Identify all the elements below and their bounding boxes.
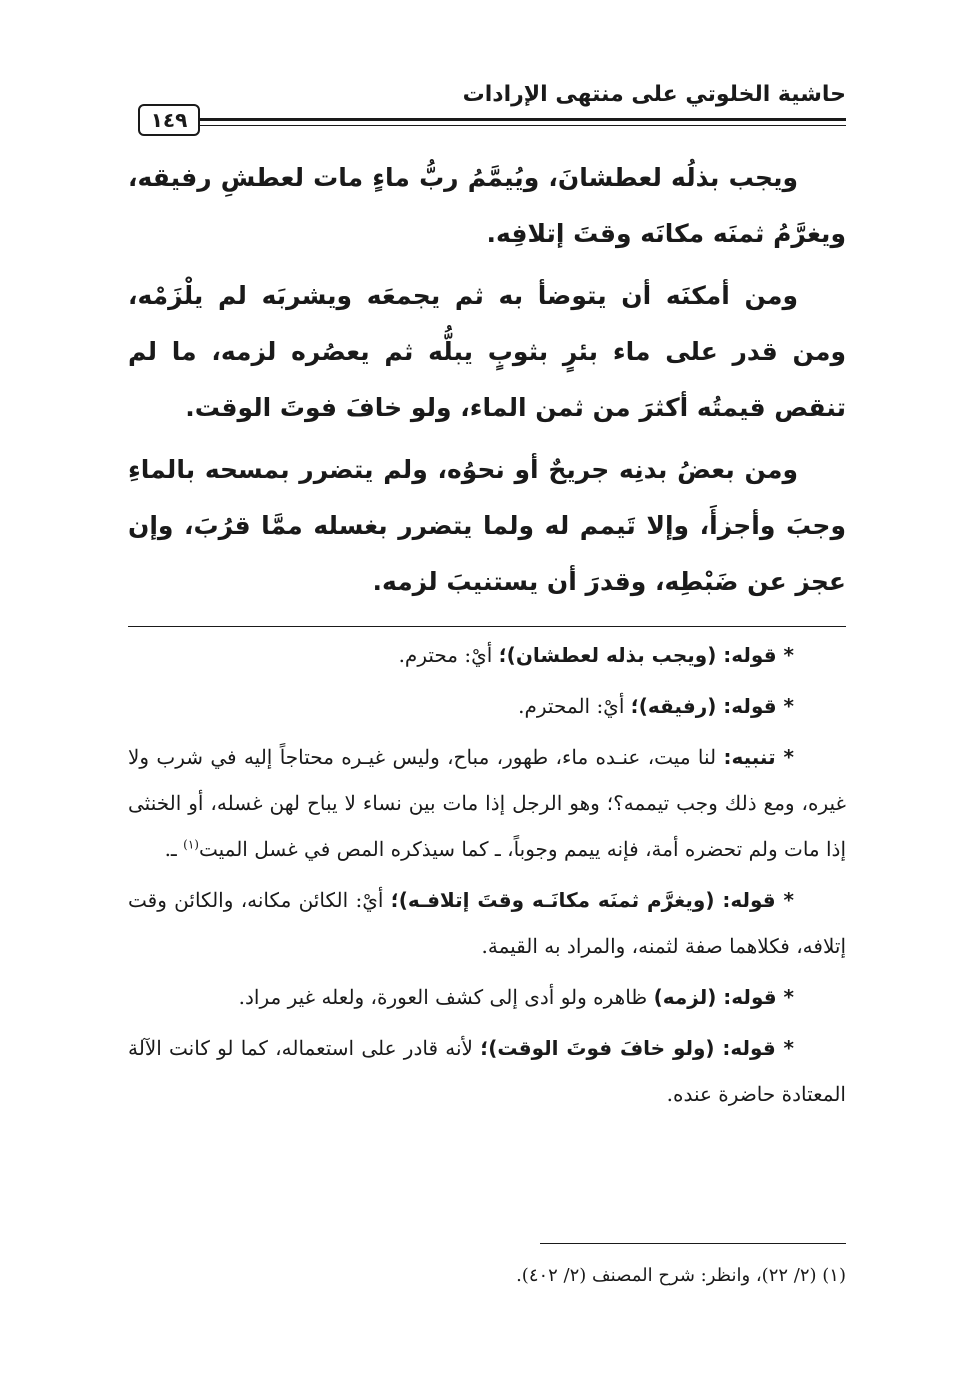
commentary-lead: * قوله: (لزمه) — [653, 985, 794, 1009]
running-header-title: حاشية الخلوتي على منتهى الإرادات — [462, 82, 846, 107]
main-paragraph: ومن أمكنَه أن يتوضأ به ثم يجمعَه ويشربَه لم يلْزَمْه، ومن قدر على ماء بئرٍ بثوبٍ يبلُّه ثم يعصُره لزمه، ما لم تنقص قيمتُه أكثرَ من ثمن الماء، ولو خافَ فوتَ الوقت. — [128, 281, 846, 422]
commentary-paragraph — [128, 632, 846, 678]
header-rule — [200, 118, 846, 126]
main-paragraph: ومن بعضُ بدنِه جريحٌ أو نحوُه، ولم يتضرر بمسحه بالماءِ وجبَ وأجزأَ، وإلا تَيمم له ولما يتضرر بغسله ممَّا قرُبَ، وإن عجز عن ضَبْطِه، وقدرَ أن يستنيبَ لزمه. — [128, 455, 846, 596]
commentary-lead: * تنبيه: — [723, 745, 794, 769]
commentary-text: أيْ: الكائن مكانه، والكائن وقت إتلافه، فكلاهما صفة لثمنه، والمراد به القيمة. — [128, 888, 846, 958]
running-header — [130, 78, 846, 138]
commentary-paragraph — [128, 734, 846, 872]
footnote-rule — [540, 1243, 846, 1244]
commentary-text-tail: ـ. — [164, 837, 184, 861]
commentary-text: ظاهره ولو أدى إلى كشف العورة، ولعله غير مراد. — [238, 985, 654, 1009]
commentary-paragraph — [128, 974, 846, 1020]
commentary-lead: * قوله: (ويجب بذله لعطشان)؛ — [498, 643, 794, 667]
page-number: ١٤٩ — [138, 104, 200, 136]
text-commentary-divider — [128, 626, 846, 627]
commentary-text: أيْ: محترم. — [398, 643, 499, 667]
commentary-lead: * قوله: (ويغرَّم ثمنَه مكانَـه وقتَ إتلافـه)؛ — [390, 888, 794, 912]
commentary-text: أيْ: المحترم. — [518, 694, 631, 718]
commentary-paragraph — [128, 1025, 846, 1117]
commentary-paragraph — [128, 683, 846, 729]
commentary — [128, 632, 846, 1122]
main-paragraph: ويجب بذلُه لعطشانَ، ويُيمَّمُ ربُّ ماءٍ مات لعطشِ رفيقه، ويغرَّمُ ثمنَه مكانَه وقتَ إتلافِه. — [128, 163, 846, 248]
commentary-text: لنا ميت، عنـده ماء، طهور، مباح، وليس غيـره محتاجاً إليه في شرب ولا غيره، ومع ذلك وجب تيممه؟؛ وهو الرجل إذا مات بين نساء لا يباح لهن غسله، أو الخنثى إذا مات ولم تحضره أمة، فإنه ييمم وجوباً، ـ كما سيذكره المص في غسل الميت — [128, 745, 846, 861]
commentary-text: لأنه قادر على استعماله، كما لو كانت الآلة المعتادة حاضرة عنده. — [128, 1036, 846, 1106]
main-text — [128, 150, 846, 616]
commentary-lead: * قوله: (ولو خافَ فوتَ الوقت)؛ — [480, 1036, 794, 1060]
footnote-marker: (١) — [183, 837, 199, 852]
footnote: (١) (٢/ ٢٢)، وانظر: شرح المصنف (٢/ ٤٠٢). — [516, 1265, 846, 1286]
commentary-paragraph — [128, 877, 846, 969]
commentary-lead: * قوله: (رفيقه)؛ — [630, 694, 794, 718]
